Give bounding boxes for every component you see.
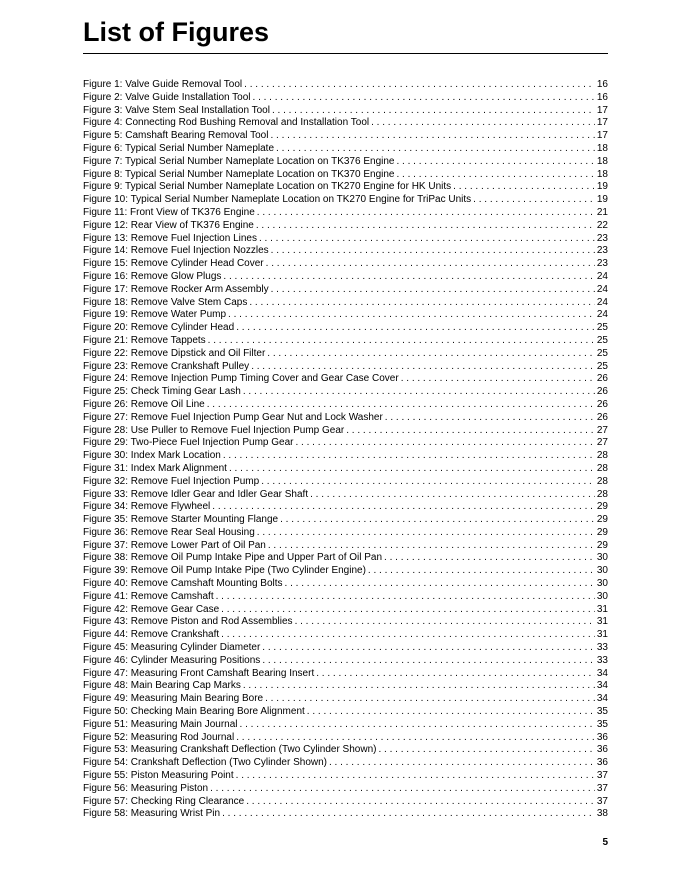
page-title: List of Figures: [83, 17, 270, 47]
figure-title: Figure 56: Measuring Piston: [83, 782, 209, 794]
figure-page-number: 22: [596, 219, 608, 231]
figure-page-number: 34: [596, 667, 608, 679]
figure-title: Figure 26: Remove Oil Line: [83, 398, 205, 410]
dot-leader: [453, 181, 595, 194]
dot-leader: [249, 297, 595, 310]
figure-title: Figure 21: Remove Tappets: [83, 334, 206, 346]
figure-title: Figure 5: Camshaft Bearing Removal Tool: [83, 130, 269, 142]
figure-page-number: 18: [596, 168, 608, 180]
figure-entry[interactable]: [83, 489, 608, 502]
dot-leader: [236, 770, 595, 783]
figure-entry[interactable]: [83, 105, 608, 118]
dot-leader: [295, 616, 595, 629]
figure-page-number: 31: [596, 629, 608, 641]
figure-page-number: 29: [596, 514, 608, 526]
figure-page-number: 36: [596, 757, 608, 769]
figure-page-number: 30: [596, 578, 608, 590]
figure-page-number: 23: [596, 245, 608, 257]
figure-page-number: 25: [596, 360, 608, 372]
figure-title: Figure 43: Remove Piston and Rod Assemblies: [83, 616, 293, 628]
figure-entry[interactable]: [83, 297, 608, 310]
figure-title: Figure 6: Typical Serial Number Nameplate: [83, 142, 275, 154]
figure-page-number: 28: [596, 488, 608, 500]
figure-title: Figure 51: Measuring Main Journal: [83, 718, 238, 730]
figure-page-number: 28: [596, 462, 608, 474]
figure-title: Figure 34: Remove Flywheel: [83, 501, 211, 513]
dot-leader: [251, 361, 595, 374]
figure-title: Figure 47: Measuring Front Camshaft Bearing Insert: [83, 667, 315, 679]
figure-entry[interactable]: [83, 540, 608, 553]
dot-leader: [210, 783, 595, 796]
figure-entry[interactable]: [83, 348, 608, 361]
figure-title: Figure 41: Remove Camshaft: [83, 590, 214, 602]
dot-leader: [272, 105, 595, 118]
figure-title: Figure 45: Measuring Cylinder Diameter: [83, 642, 261, 654]
dot-leader: [243, 680, 595, 693]
dot-leader: [396, 156, 594, 169]
figure-page-number: 37: [596, 795, 608, 807]
figure-page-number: 26: [596, 398, 608, 410]
dot-leader: [271, 284, 595, 297]
dot-leader: [228, 309, 595, 322]
dot-leader: [253, 92, 595, 105]
figure-title: Figure 37: Remove Lower Part of Oil Pan: [83, 539, 266, 551]
dot-leader: [378, 744, 594, 757]
figure-page-number: 30: [596, 565, 608, 577]
figure-entry[interactable]: [83, 527, 608, 540]
dot-leader: [223, 271, 594, 284]
figure-entry[interactable]: [83, 770, 608, 783]
figure-entry[interactable]: [83, 616, 608, 629]
dot-leader: [473, 194, 595, 207]
figure-entry[interactable]: [83, 642, 608, 655]
dot-leader: [207, 399, 595, 412]
figure-page-number: 24: [596, 270, 608, 282]
dot-leader: [221, 629, 595, 642]
figure-title: Figure 50: Checking Main Bearing Bore Alignment: [83, 706, 305, 718]
dot-leader: [307, 706, 595, 719]
figure-page-number: 25: [596, 322, 608, 334]
figure-title: Figure 46: Cylinder Measuring Positions: [83, 654, 261, 666]
figure-page-number: 25: [596, 347, 608, 359]
figure-title: Figure 28: Use Puller to Remove Fuel Injection Pump Gear: [83, 424, 345, 436]
figure-entry[interactable]: [83, 322, 608, 335]
dot-leader: [310, 489, 595, 502]
dot-leader: [259, 233, 595, 246]
figure-page-number: 23: [596, 232, 608, 244]
dot-leader: [222, 808, 595, 821]
figure-page-number: 24: [596, 283, 608, 295]
dot-leader: [212, 501, 595, 514]
figure-entry[interactable]: [83, 92, 608, 105]
dot-leader: [236, 322, 595, 335]
figure-entry[interactable]: [83, 501, 608, 514]
figure-entry[interactable]: [83, 194, 608, 207]
figure-page-number: 24: [596, 296, 608, 308]
dot-leader: [368, 565, 595, 578]
dot-leader: [257, 207, 595, 220]
figure-title: Figure 31: Index Mark Alignment: [83, 462, 227, 474]
figure-entry[interactable]: [83, 271, 608, 284]
figure-entry[interactable]: [83, 181, 608, 194]
figure-entry[interactable]: [83, 425, 608, 438]
title-divider: [83, 53, 608, 54]
figure-entry[interactable]: [83, 399, 608, 412]
figure-page-number: 29: [596, 526, 608, 538]
figure-title: Figure 7: Typical Serial Number Nameplate Location on TK376 Engine: [83, 155, 395, 167]
figure-title: Figure 53: Measuring Crankshaft Deflection (Two Cylinder Shown): [83, 744, 377, 756]
figure-page-number: 25: [596, 334, 608, 346]
figure-page-number: 29: [596, 539, 608, 551]
figure-page-number: 21: [596, 206, 608, 218]
figure-title: Figure 18: Remove Valve Stem Caps: [83, 296, 248, 308]
figure-entry[interactable]: [83, 591, 608, 604]
dot-leader: [316, 668, 595, 681]
dot-leader: [221, 604, 595, 617]
dot-leader: [268, 540, 595, 553]
dot-leader: [280, 514, 595, 527]
dot-leader: [229, 463, 595, 476]
dot-leader: [265, 693, 595, 706]
figure-title: Figure 54: Crankshaft Deflection (Two Cylinder Shown): [83, 757, 327, 769]
figure-title: Figure 15: Remove Cylinder Head Cover: [83, 258, 264, 270]
dot-leader: [267, 348, 595, 361]
figure-entry[interactable]: [83, 796, 608, 809]
figure-page-number: 33: [596, 654, 608, 666]
dot-leader: [266, 258, 595, 271]
figure-title: Figure 2: Valve Guide Installation Tool: [83, 91, 251, 103]
figure-entry[interactable]: [83, 463, 608, 476]
figure-title: Figure 8: Typical Serial Number Nameplate Location on TK370 Engine: [83, 168, 395, 180]
figure-page-number: 31: [596, 616, 608, 628]
figure-page-number: 30: [596, 552, 608, 564]
figure-entry[interactable]: [83, 130, 608, 143]
dot-leader: [271, 245, 595, 258]
dot-leader: [346, 425, 595, 438]
figure-title: Figure 24: Remove Injection Pump Timing Cover and Gear Case Cover: [83, 373, 399, 385]
figure-entry[interactable]: [83, 117, 608, 130]
figure-entry[interactable]: [83, 450, 608, 463]
figure-entry[interactable]: [83, 361, 608, 374]
figure-page-number: 36: [596, 731, 608, 743]
figure-page-number: 24: [596, 309, 608, 321]
figure-page-number: 27: [596, 437, 608, 449]
dot-leader: [385, 412, 595, 425]
figure-entry[interactable]: [83, 757, 608, 770]
dot-leader: [240, 719, 595, 732]
figure-title: Figure 25: Check Timing Gear Lash: [83, 386, 241, 398]
figure-page-number: 35: [596, 718, 608, 730]
figure-title: Figure 23: Remove Crankshaft Pulley: [83, 360, 250, 372]
dot-leader: [401, 373, 595, 386]
dot-leader: [257, 527, 595, 540]
dot-leader: [236, 732, 595, 745]
figure-entry[interactable]: [83, 437, 608, 450]
figure-page-number: 30: [596, 590, 608, 602]
figure-entry[interactable]: [83, 693, 608, 706]
dot-leader: [396, 169, 594, 182]
dot-leader: [295, 437, 594, 450]
figure-title: Figure 48: Main Bearing Cap Marks: [83, 680, 241, 692]
figure-page-number: 28: [596, 450, 608, 462]
figure-page-number: 26: [596, 373, 608, 385]
figure-entry[interactable]: [83, 373, 608, 386]
figure-entry[interactable]: [83, 309, 608, 322]
figure-entry[interactable]: [83, 655, 608, 668]
figure-entry[interactable]: [83, 220, 608, 233]
figure-page-number: 17: [596, 104, 608, 116]
figure-entry[interactable]: [83, 629, 608, 642]
dot-leader: [262, 642, 595, 655]
dot-leader: [208, 335, 595, 348]
figure-title: Figure 40: Remove Camshaft Mounting Bolts: [83, 578, 283, 590]
page-number: 5: [602, 837, 608, 848]
figure-page-number: 36: [596, 744, 608, 756]
figure-title: Figure 32: Remove Fuel Injection Pump: [83, 475, 260, 487]
figure-page-number: 37: [596, 770, 608, 782]
figure-title: Figure 20: Remove Cylinder Head: [83, 322, 235, 334]
figure-entry[interactable]: [83, 245, 608, 258]
dot-leader: [371, 117, 595, 130]
dot-leader: [329, 757, 595, 770]
figure-page-number: 34: [596, 680, 608, 692]
figure-page-number: 23: [596, 258, 608, 270]
dot-leader: [270, 130, 594, 143]
figure-entry[interactable]: [83, 335, 608, 348]
figure-page-number: 29: [596, 501, 608, 513]
figure-entry[interactable]: [83, 233, 608, 246]
figure-page-number: 18: [596, 142, 608, 154]
figure-entry[interactable]: [83, 476, 608, 489]
figure-title: Figure 49: Measuring Main Bearing Bore: [83, 693, 264, 705]
figure-title: Figure 52: Measuring Rod Journal: [83, 731, 235, 743]
figure-title: Figure 29: Two-Piece Fuel Injection Pump Gear: [83, 437, 294, 449]
figure-page-number: 27: [596, 424, 608, 436]
dot-leader: [262, 655, 595, 668]
figure-page-number: 34: [596, 693, 608, 705]
figure-title: Figure 9: Typical Serial Number Nameplate Location on TK270 Engine for HK Units: [83, 181, 452, 193]
figure-title: Figure 1: Valve Guide Removal Tool: [83, 79, 243, 90]
figure-entry[interactable]: [83, 668, 608, 681]
figure-entry[interactable]: [83, 258, 608, 271]
figure-page-number: 35: [596, 706, 608, 718]
figure-page-number: 26: [596, 386, 608, 398]
figure-page-number: 37: [596, 782, 608, 794]
figure-entry[interactable]: [83, 783, 608, 796]
dot-leader: [256, 220, 595, 233]
figure-title: Figure 4: Connecting Rod Bushing Removal and Installation Tool: [83, 117, 370, 129]
dot-leader: [261, 476, 595, 489]
figure-title: Figure 33: Remove Idler Gear and Idler Gear Shaft: [83, 488, 309, 500]
figure-entry[interactable]: [83, 514, 608, 527]
figure-entry[interactable]: [83, 386, 608, 399]
figure-title: Figure 17: Remove Rocker Arm Assembly: [83, 283, 269, 295]
figure-page-number: 19: [596, 181, 608, 193]
figure-title: Figure 39: Remove Oil Pump Intake Pipe (Two Cylinder Engine): [83, 565, 366, 577]
figure-page-number: 19: [596, 194, 608, 206]
dot-leader: [276, 143, 595, 156]
figure-page-number: 17: [596, 117, 608, 129]
figure-title: Figure 57: Checking Ring Clearance: [83, 795, 245, 807]
dot-leader: [285, 578, 595, 591]
dot-leader: [246, 796, 595, 809]
figure-entry[interactable]: [83, 207, 608, 220]
figure-title: Figure 22: Remove Dipstick and Oil Filter: [83, 347, 266, 359]
figure-title: Figure 3: Valve Stem Seal Installation Tool: [83, 104, 270, 116]
figure-title: Figure 30: Index Mark Location: [83, 450, 221, 462]
figure-page-number: 28: [596, 475, 608, 487]
figure-title: Figure 16: Remove Glow Plugs: [83, 270, 222, 282]
figure-title: Figure 36: Remove Rear Seal Housing: [83, 526, 255, 538]
figure-entry[interactable]: [83, 578, 608, 591]
figure-entry[interactable]: [83, 719, 608, 732]
figure-title: Figure 35: Remove Starter Mounting Flange: [83, 514, 279, 526]
figure-page-number: 16: [596, 91, 608, 103]
figure-entry[interactable]: [83, 604, 608, 617]
dot-leader: [384, 552, 595, 565]
figure-entry[interactable]: [83, 706, 608, 719]
figure-page-number: 26: [596, 411, 608, 423]
figure-title: Figure 55: Piston Measuring Point: [83, 770, 234, 782]
figure-page-number: 16: [596, 79, 608, 90]
figure-entry[interactable]: [83, 169, 608, 182]
figure-entry[interactable]: [83, 808, 608, 821]
dot-leader: [244, 79, 595, 92]
figure-title: Figure 38: Remove Oil Pump Intake Pipe and Upper Part of Oil Pan: [83, 552, 383, 564]
figure-page-number: 38: [596, 808, 608, 820]
figure-entry[interactable]: [83, 744, 608, 757]
figure-list: [83, 79, 608, 821]
dot-leader: [223, 450, 595, 463]
figure-entry[interactable]: [83, 732, 608, 745]
figure-title: Figure 42: Remove Gear Case: [83, 603, 220, 615]
figure-entry[interactable]: [83, 412, 608, 425]
figure-entry[interactable]: [83, 284, 608, 297]
figure-title: Figure 19: Remove Water Pump: [83, 309, 227, 321]
figure-title: Figure 44: Remove Crankshaft: [83, 629, 220, 641]
figure-title: Figure 13: Remove Fuel Injection Lines: [83, 232, 257, 244]
figure-title: Figure 11: Front View of TK376 Engine: [83, 206, 255, 218]
figure-entry[interactable]: [83, 565, 608, 578]
figure-page-number: 17: [596, 130, 608, 142]
figure-title: Figure 27: Remove Fuel Injection Pump Gear Nut and Lock Washer: [83, 411, 383, 423]
figure-title: Figure 10: Typical Serial Number Nameplate Location on TK270 Engine for TriPac Units: [83, 194, 472, 206]
dot-leader: [243, 386, 595, 399]
figure-page-number: 33: [596, 642, 608, 654]
figure-entry[interactable]: [83, 143, 608, 156]
figure-page-number: 18: [596, 155, 608, 167]
figure-title: Figure 12: Rear View of TK376 Engine: [83, 219, 254, 231]
figure-entry[interactable]: [83, 552, 608, 565]
figure-title: Figure 58: Measuring Wrist Pin: [83, 808, 221, 820]
figure-entry[interactable]: [83, 680, 608, 693]
dot-leader: [216, 591, 595, 604]
figure-entry[interactable]: [83, 79, 608, 92]
figure-entry[interactable]: [83, 156, 608, 169]
figure-title: Figure 14: Remove Fuel Injection Nozzles: [83, 245, 269, 257]
figure-page-number: 31: [596, 603, 608, 615]
